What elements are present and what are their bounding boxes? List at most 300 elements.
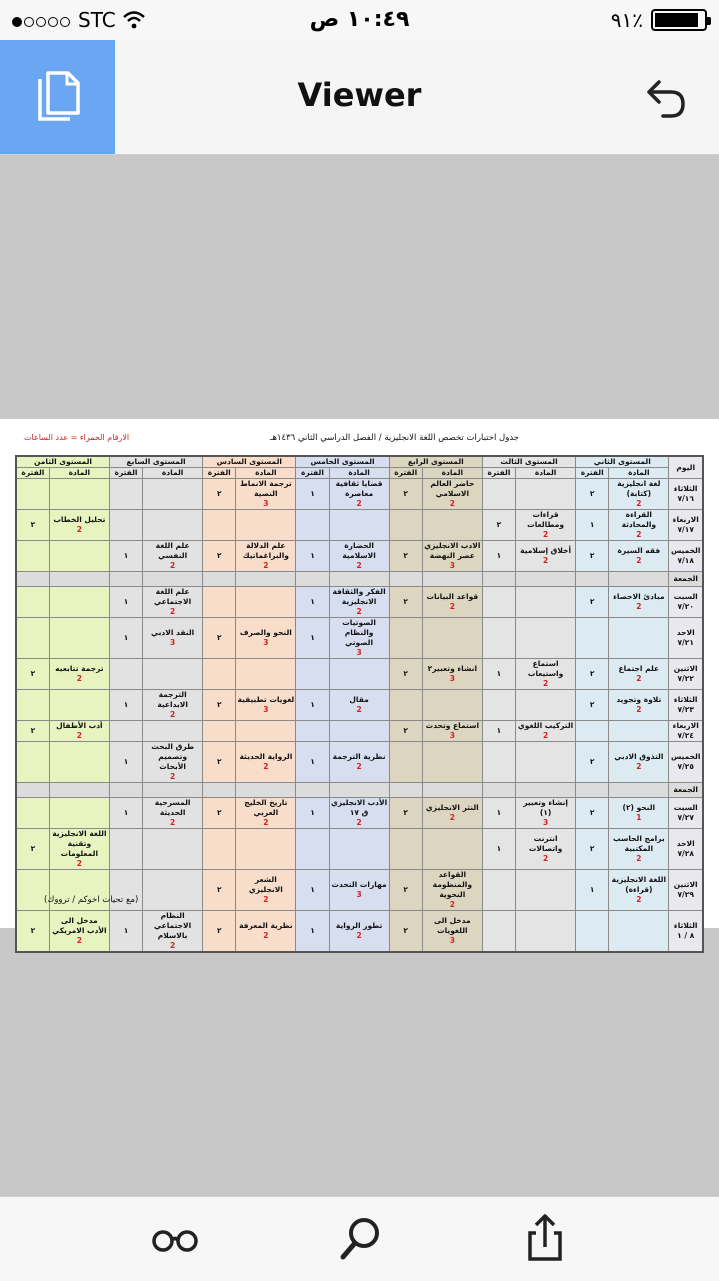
subject-cell xyxy=(143,829,203,870)
period-cell xyxy=(389,742,422,783)
period-cell xyxy=(16,479,49,510)
subject-subheader: المادة xyxy=(516,468,576,479)
credit-hours: 2 xyxy=(636,705,642,714)
credit-hours: 2 xyxy=(263,818,269,827)
period-cell xyxy=(482,587,515,618)
day-cell: الاثنين ٧/٢٢ xyxy=(669,659,703,690)
period-cell: ٢ xyxy=(576,798,609,829)
day-cell: الثلاثاء ٨ / ١ xyxy=(669,911,703,953)
subject-cell xyxy=(236,479,296,510)
subject-name: قواعد البيانات xyxy=(426,592,479,601)
subject-cell xyxy=(422,798,482,829)
subject-name: علم اللغة الاجتماعي xyxy=(154,587,192,606)
period-cell: ١ xyxy=(296,618,329,659)
subject-cell xyxy=(49,721,109,742)
period-cell: ٢ xyxy=(16,829,49,870)
empty-cell xyxy=(422,572,482,587)
subject-cell xyxy=(236,618,296,659)
period-subheader: الفترة xyxy=(576,468,609,479)
subject-cell xyxy=(49,587,109,618)
subject-name: تلاوة وتجويد xyxy=(616,695,662,704)
period-cell: ٢ xyxy=(389,479,422,510)
credit-hours: 3 xyxy=(449,561,455,570)
period-cell: ٢ xyxy=(576,659,609,690)
battery-icon xyxy=(651,9,707,31)
credit-hours: 3 xyxy=(356,648,362,657)
subject-cell xyxy=(49,798,109,829)
period-cell xyxy=(296,510,329,541)
subject-cell xyxy=(236,690,296,721)
subject-cell xyxy=(236,911,296,953)
subject-name: الأدب الانجليزي ق ١٧ xyxy=(330,798,388,817)
credit-hours: 3 xyxy=(263,705,269,714)
subject-name: لغويات تطبيقية xyxy=(237,695,295,704)
subject-cell xyxy=(516,721,576,742)
credit-hours: 2 xyxy=(636,674,642,683)
day-cell: الاربعاء ٧/١٧ xyxy=(669,510,703,541)
empty-cell xyxy=(109,783,142,798)
empty-cell xyxy=(296,783,329,798)
subject-name: النحو والصرف xyxy=(239,628,292,637)
document-title: جدول اختبارات تخصص اللغة الانجليزية / الفصل الدراسي الثاني ١٤٣٦هـ xyxy=(270,433,520,443)
credit-hours: 2 xyxy=(76,674,82,683)
period-cell: ١ xyxy=(109,742,142,783)
credit-hours: 3 xyxy=(170,638,176,647)
credit-hours: 2 xyxy=(449,813,455,822)
subject-cell xyxy=(329,510,389,541)
subject-cell xyxy=(422,541,482,572)
level-header: المستوى السادس xyxy=(203,456,296,468)
credit-hours: 2 xyxy=(76,525,82,534)
period-cell xyxy=(482,911,515,953)
subject-cell xyxy=(329,721,389,742)
period-cell xyxy=(482,870,515,911)
period-cell: ٢ xyxy=(389,870,422,911)
period-cell xyxy=(576,721,609,742)
period-cell xyxy=(296,659,329,690)
period-cell: ٢ xyxy=(576,541,609,572)
subject-cell xyxy=(49,618,109,659)
subject-cell xyxy=(609,742,669,783)
subject-cell xyxy=(329,479,389,510)
subject-subheader: المادة xyxy=(422,468,482,479)
separator-row xyxy=(16,572,703,587)
credit-hours: 2 xyxy=(542,530,549,539)
period-cell: ١ xyxy=(482,798,515,829)
credit-hours: 3 xyxy=(449,674,455,683)
subject-cell xyxy=(422,829,482,870)
status-bar xyxy=(0,0,719,40)
subject-cell xyxy=(516,618,576,659)
period-cell: ١ xyxy=(482,829,515,870)
table-row xyxy=(16,587,703,618)
period-cell: ٢ xyxy=(203,911,236,953)
period-cell xyxy=(16,742,49,783)
table-row xyxy=(16,829,703,870)
subject-cell xyxy=(143,911,203,953)
subject-subheader: المادة xyxy=(236,468,296,479)
table-row xyxy=(16,911,703,953)
credit-hours: 2 xyxy=(76,936,82,945)
credit-hours: 2 xyxy=(636,556,642,565)
share-icon[interactable] xyxy=(520,1213,570,1263)
period-cell xyxy=(296,721,329,742)
period-cell xyxy=(389,690,422,721)
credit-hours: 2 xyxy=(170,941,176,950)
credit-hours: 3 xyxy=(449,731,455,740)
subject-name: اللغة الانجليزية (قراءة) xyxy=(611,875,667,894)
period-cell: ١ xyxy=(576,510,609,541)
subject-name: لغة انجليزية (كتابة) xyxy=(617,479,661,498)
period-cell xyxy=(296,829,329,870)
subject-name: اللغة الانجليزية وتقنية المعلومات xyxy=(52,829,107,858)
table-row xyxy=(16,510,703,541)
credit-hours: 3 xyxy=(449,936,455,945)
period-cell: ٢ xyxy=(16,659,49,690)
subject-name: النثر الانجليزي xyxy=(425,803,479,812)
empty-cell xyxy=(482,783,515,798)
subject-name: الرواية الحديثة xyxy=(239,752,293,761)
credit-hours: 2 xyxy=(542,679,549,688)
empty-cell xyxy=(576,572,609,587)
subject-name: علم اللغة النفسي xyxy=(155,541,190,560)
credit-hours: 2 xyxy=(449,900,455,909)
period-cell xyxy=(16,587,49,618)
credit-hours: 2 xyxy=(356,931,362,940)
search-icon[interactable] xyxy=(336,1213,386,1263)
subject-cell xyxy=(143,798,203,829)
level-header: المستوى الرابع xyxy=(389,456,482,468)
period-cell: ٢ xyxy=(16,721,49,742)
period-cell xyxy=(109,829,142,870)
period-cell: ١ xyxy=(296,870,329,911)
subject-cell xyxy=(609,659,669,690)
subject-cell xyxy=(422,587,482,618)
credit-hours: 1 xyxy=(636,813,642,822)
subject-cell xyxy=(329,587,389,618)
subject-cell xyxy=(609,541,669,572)
document-footer: (مع تحيات اخوكم / ترووك) xyxy=(44,895,139,905)
period-cell xyxy=(389,510,422,541)
subject-name: نظرية الترجمة xyxy=(332,752,386,761)
period-cell: ٢ xyxy=(576,479,609,510)
credit-hours: 2 xyxy=(356,561,362,570)
day-cell: الخميس ٧/٢٥ xyxy=(669,742,703,783)
empty-cell xyxy=(389,572,422,587)
period-cell: ١ xyxy=(482,541,515,572)
subject-name: علم الدلالة والبراغماتيك xyxy=(242,541,289,560)
subject-cell xyxy=(516,829,576,870)
credit-hours: 2 xyxy=(356,762,362,771)
period-subheader: الفترة xyxy=(109,468,142,479)
empty-cell xyxy=(482,572,515,587)
credit-hours: 2 xyxy=(263,762,269,771)
document-page[interactable] xyxy=(0,419,719,950)
period-cell xyxy=(576,911,609,953)
subject-name: انشاء وتعبير٢ xyxy=(427,664,478,673)
subject-cell xyxy=(49,541,109,572)
subject-cell xyxy=(516,479,576,510)
credit-hours: 2 xyxy=(449,499,455,508)
period-cell xyxy=(109,721,142,742)
subject-cell xyxy=(609,510,669,541)
subject-cell xyxy=(49,829,109,870)
period-cell: ٢ xyxy=(389,659,422,690)
period-cell: ٢ xyxy=(16,510,49,541)
subject-name: النقد الادبي xyxy=(151,628,195,637)
subject-cell xyxy=(516,510,576,541)
subject-name: طرق البحث وتصميم الأبحاث xyxy=(151,742,195,771)
period-cell xyxy=(389,618,422,659)
subject-cell xyxy=(422,690,482,721)
subject-cell xyxy=(143,618,203,659)
table-row xyxy=(16,690,703,721)
period-cell xyxy=(389,829,422,870)
period-subheader: الفترة xyxy=(16,468,49,479)
credit-hours: 2 xyxy=(356,499,362,508)
page-title: Viewer xyxy=(297,76,422,114)
glasses-icon[interactable] xyxy=(150,1213,200,1263)
subject-cell xyxy=(143,870,203,911)
subject-cell xyxy=(236,659,296,690)
level-header: المستوى الثاني xyxy=(576,456,669,468)
period-cell: ١ xyxy=(482,721,515,742)
period-cell: ٢ xyxy=(203,690,236,721)
subject-name: نظرية المعرفة xyxy=(239,921,293,930)
subject-name: الادب الانجليزي عصر النهضة xyxy=(424,541,481,560)
period-cell: ٢ xyxy=(203,541,236,572)
credit-hours: 2 xyxy=(170,710,176,719)
empty-cell xyxy=(16,783,49,798)
credit-hours: 3 xyxy=(542,818,549,827)
period-cell: ١ xyxy=(576,870,609,911)
subject-name: استماع وتحدث xyxy=(425,721,480,730)
period-cell: ١ xyxy=(296,742,329,783)
subject-cell xyxy=(609,911,669,953)
subject-name: حاضر العالم الاسلامي xyxy=(430,479,475,498)
subject-cell xyxy=(329,742,389,783)
subject-cell xyxy=(143,479,203,510)
subject-cell xyxy=(236,587,296,618)
subject-cell xyxy=(329,798,389,829)
subject-name: انترنت واتصالات xyxy=(528,834,563,853)
subject-name: النظام الاجتماعي بالاسلام xyxy=(154,911,192,940)
credit-hours: 2 xyxy=(636,762,642,771)
credit-hours: 2 xyxy=(636,602,642,611)
period-cell: ٢ xyxy=(576,829,609,870)
subject-cell xyxy=(422,870,482,911)
day-cell: الجمعة xyxy=(669,572,703,587)
credit-hours: 2 xyxy=(76,859,82,868)
subject-name: استماع واستيعاب xyxy=(527,659,564,678)
subject-cell xyxy=(422,479,482,510)
subject-cell xyxy=(422,721,482,742)
credit-hours: 2 xyxy=(170,772,176,781)
period-subheader: الفترة xyxy=(296,468,329,479)
period-cell xyxy=(482,742,515,783)
subject-cell xyxy=(329,829,389,870)
empty-cell xyxy=(143,572,203,587)
subject-cell xyxy=(236,829,296,870)
subject-name: أخلاق إسلامية xyxy=(520,546,572,555)
subject-cell xyxy=(516,742,576,783)
credit-hours: 2 xyxy=(263,931,269,940)
empty-cell xyxy=(609,783,669,798)
period-cell: ٢ xyxy=(203,798,236,829)
subject-name: تحليل الخطاب xyxy=(53,515,106,524)
subject-cell xyxy=(236,870,296,911)
period-cell: ٢ xyxy=(389,798,422,829)
subject-cell xyxy=(516,870,576,911)
day-cell: السبت ٧/٢٧ xyxy=(669,798,703,829)
period-cell: ٢ xyxy=(482,510,515,541)
subject-cell xyxy=(236,541,296,572)
subject-cell xyxy=(143,659,203,690)
period-subheader: الفترة xyxy=(203,468,236,479)
subject-cell xyxy=(329,870,389,911)
empty-cell xyxy=(516,783,576,798)
period-cell xyxy=(109,479,142,510)
period-cell: ٢ xyxy=(576,587,609,618)
separator-row xyxy=(16,783,703,798)
subject-cell xyxy=(422,742,482,783)
period-cell xyxy=(16,798,49,829)
period-cell: ٢ xyxy=(203,870,236,911)
day-cell: الاحد ٧/٢٨ xyxy=(669,829,703,870)
subject-cell xyxy=(422,659,482,690)
nav-bar xyxy=(0,40,719,155)
credit-hours: 2 xyxy=(170,561,176,570)
subject-name: الترجمة الابداعية xyxy=(157,690,188,709)
period-cell xyxy=(16,541,49,572)
period-cell xyxy=(576,618,609,659)
subject-cell xyxy=(143,587,203,618)
period-cell: ١ xyxy=(109,911,142,953)
subject-cell xyxy=(329,541,389,572)
table-row xyxy=(16,659,703,690)
level-header: المستوى الخامس xyxy=(296,456,389,468)
subject-cell xyxy=(516,587,576,618)
empty-cell xyxy=(329,572,389,587)
subject-cell xyxy=(143,721,203,742)
subject-name: التذوق الادبي xyxy=(614,752,664,761)
subject-cell xyxy=(609,618,669,659)
empty-cell xyxy=(203,572,236,587)
period-cell xyxy=(109,659,142,690)
day-cell: الثلاثاء ٧/٢٣ xyxy=(669,690,703,721)
empty-cell xyxy=(109,572,142,587)
day-cell: السبت ٧/٢٠ xyxy=(669,587,703,618)
period-cell xyxy=(109,510,142,541)
subject-cell xyxy=(516,798,576,829)
subject-name: الصوتيات والنظام الصوتي xyxy=(342,618,376,647)
subject-cell xyxy=(49,659,109,690)
period-cell: ١ xyxy=(109,798,142,829)
subject-cell xyxy=(49,742,109,783)
subject-name: قضايا ثقافية معاصرة xyxy=(335,479,383,498)
period-cell xyxy=(482,618,515,659)
subject-cell xyxy=(516,659,576,690)
credit-hours: 2 xyxy=(263,561,269,570)
period-cell: ١ xyxy=(482,659,515,690)
empty-cell xyxy=(422,783,482,798)
empty-cell xyxy=(143,783,203,798)
subject-cell xyxy=(49,479,109,510)
level-header: المستوى السابع xyxy=(109,456,202,468)
bottom-toolbar xyxy=(0,1196,719,1281)
day-cell: الخميس ٧/١٨ xyxy=(669,541,703,572)
subject-subheader: المادة xyxy=(329,468,389,479)
credit-hours: 3 xyxy=(356,890,362,899)
subject-cell xyxy=(236,742,296,783)
undo-icon[interactable] xyxy=(641,74,689,122)
subject-name: تطور الرواية xyxy=(335,921,383,930)
subject-cell xyxy=(609,829,669,870)
subject-name: التركيب اللغوي xyxy=(517,721,574,730)
credit-hours: 2 xyxy=(636,499,642,508)
subject-cell xyxy=(609,690,669,721)
period-cell: ١ xyxy=(109,541,142,572)
subject-cell xyxy=(236,798,296,829)
period-cell: ١ xyxy=(296,911,329,953)
period-cell: ١ xyxy=(296,587,329,618)
subject-cell xyxy=(516,911,576,953)
subject-cell xyxy=(49,911,109,953)
subject-cell xyxy=(516,690,576,721)
subject-name: الفكر والثقافة الانجليزية xyxy=(332,587,386,606)
subject-cell xyxy=(422,510,482,541)
credit-hours: 3 xyxy=(263,499,269,508)
day-header: اليوم xyxy=(669,456,703,479)
period-cell: ٢ xyxy=(16,911,49,953)
period-cell: ٢ xyxy=(389,721,422,742)
empty-cell xyxy=(609,572,669,587)
subject-cell xyxy=(422,618,482,659)
period-cell: ١ xyxy=(109,587,142,618)
table-row xyxy=(16,798,703,829)
empty-cell xyxy=(296,572,329,587)
subject-subheader: المادة xyxy=(609,468,669,479)
period-cell: ١ xyxy=(296,541,329,572)
subject-cell xyxy=(329,618,389,659)
subject-cell xyxy=(236,721,296,742)
carrier-label: STC xyxy=(78,8,116,32)
credit-hours: 2 xyxy=(636,854,642,863)
credit-hours: 2 xyxy=(636,530,642,539)
day-cell: الاحد ٧/٢١ xyxy=(669,618,703,659)
period-cell: ٢ xyxy=(576,742,609,783)
credit-hours: 2 xyxy=(636,895,642,904)
table-row xyxy=(16,742,703,783)
subject-name: إنشاء وتعبير (١) xyxy=(523,798,568,817)
subject-name: الحضارة الاسلامية xyxy=(342,541,376,560)
period-subheader: الفترة xyxy=(482,468,515,479)
subject-cell xyxy=(329,690,389,721)
day-cell: الاثنين ٧/٢٩ xyxy=(669,870,703,911)
subject-name: علم اجتماع xyxy=(618,664,660,673)
subject-cell xyxy=(329,911,389,953)
subject-name: ترجمة الانماط النصية xyxy=(240,479,292,498)
subject-cell xyxy=(516,541,576,572)
hours-note: الارقام الحمراء = عدد الساعات xyxy=(24,433,130,442)
period-cell xyxy=(16,618,49,659)
credit-hours: 2 xyxy=(542,731,549,740)
credit-hours: 2 xyxy=(449,602,455,611)
period-cell: ٢ xyxy=(203,479,236,510)
credit-hours: 2 xyxy=(542,556,549,565)
empty-cell xyxy=(516,572,576,587)
day-cell: الثلاثاء ٧/١٦ xyxy=(669,479,703,510)
